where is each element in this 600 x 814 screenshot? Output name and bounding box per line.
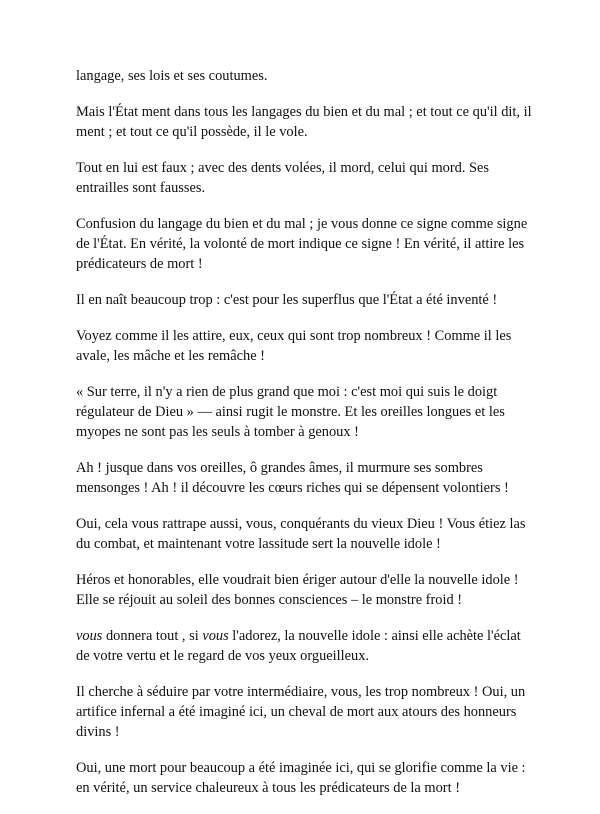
- paragraph-6: Voyez comme il les attire, eux, ceux qui sont trop nombreux ! Comme il les avale, les mâche et les remâche !: [76, 328, 512, 364]
- italic-word-vous-1: vous: [76, 628, 103, 644]
- paragraph-10: Héros et honorables, elle voudrait bien ériger autour d'elle la nouvelle idole ! Elle se réjouit au soleil des bonnes consciences – le monstre froid !: [76, 572, 519, 608]
- paragraph-4: Confusion du langage du bien et du mal ; je vous donne ce signe comme signe de l'État. En vérité, la volonté de mort indique ce signe ! En vérité, il attire les prédicateurs de mort !: [76, 216, 528, 272]
- paragraph-12: Il cherche à séduire par votre intermédiaire, vous, les trop nombreux ! Oui, un artifice infernal a été imaginé ici, un cheval de mort aux atours des honneurs divins !: [76, 684, 526, 740]
- paragraph-13: Oui, une mort pour beaucoup a été imaginée ici, qui se glorifie comme la vie : en vérité, un service chaleureux à tous les prédicateurs de la mort !: [76, 760, 526, 796]
- paragraph-3: Tout en lui est faux ; avec des dents volées, il mord, celui qui mord. Ses entrailles sont fausses.: [76, 160, 490, 196]
- paragraph-9: Oui, cela vous rattrape aussi, vous, conquérants du vieux Dieu ! Vous étiez las du combat, et maintenant votre lassitude sert la nouvelle idole !: [76, 516, 526, 552]
- paragraph-1: langage, ses lois et ses coutumes.: [76, 68, 268, 84]
- italic-word-vous-2: vous: [202, 628, 229, 644]
- paragraph-2: Mais l'État ment dans tous les langages du bien et du mal ; et tout ce qu'il dit, il ment ; et tout ce qu'il possède, il le vole.: [76, 104, 532, 140]
- paragraph-8: Ah ! jusque dans vos oreilles, ô grandes âmes, il murmure ses sombres mensonges ! Ah ! il découvre les cœurs riches qui se dépensent volontiers !: [76, 460, 509, 496]
- paragraph-11-text-2: l'adorez, la nouvelle idole : ainsi elle achète l'éclat de votre vertu et le regard de vos yeux orgueilleux.: [76, 628, 521, 664]
- paragraph-11-text-1: donnera tout , si: [102, 628, 203, 644]
- paragraph-7: « Sur terre, il n'y a rien de plus grand que moi : c'est moi qui suis le doigt régulateur de Dieu » — ainsi rugit le monstre. Et les oreilles longues et les myopes ne sont pas les seuls à tomber à genoux !: [76, 384, 505, 440]
- document-body: [76, 66, 536, 814]
- paragraph-11: [76, 626, 536, 666]
- paragraph-5: Il en naît beaucoup trop : c'est pour les superflus que l'État a été inventé !: [76, 292, 498, 308]
